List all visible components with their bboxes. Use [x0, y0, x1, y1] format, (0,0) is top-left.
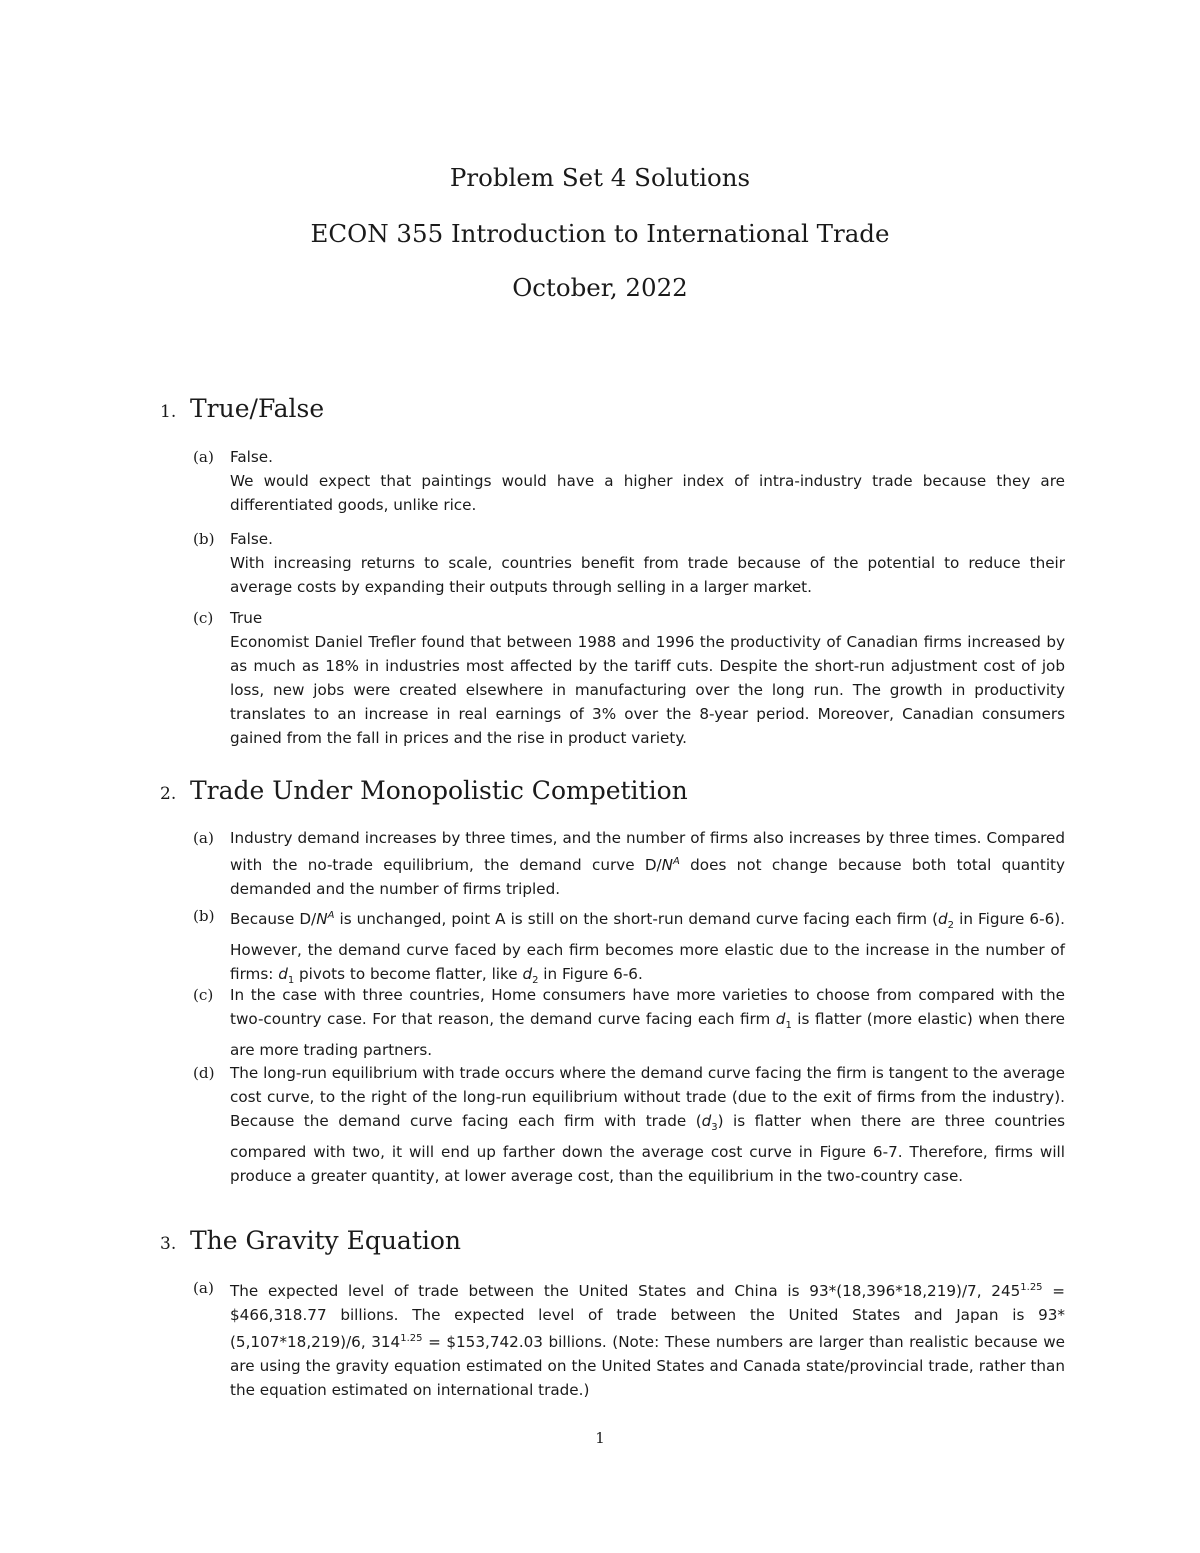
document-date: October, 2022: [512, 273, 688, 302]
list-item-1a: [193, 445, 1065, 517]
item-label: (b): [193, 530, 215, 548]
item-text: Economist Daniel Trefler found that between 1988 and 1996 the productivity of Canadian firms increased by as much as 18% in industries most affected by the tariff cuts. Despite the short-run adjustment cost of job loss, new jobs were created elsewhere in manufacturing over the long run. The growth in productivity translates to an increase in real earnings of 3% over the 8-year period. Moreover, Canadian consumers gained from the fall in prices and the rise in product variety.: [230, 633, 1065, 747]
section-title: The Gravity Equation: [190, 1226, 462, 1255]
item-text: The long-run equilibrium with trade occurs where the demand curve facing the firm is tangent to the average cost curve, to the right of the long-run equilibrium without trade (due to the exit of firms from the industry). Because the demand curve facing each firm with trade $(d_3)$ is flatter when there are three countries compared with two, it will end up farther down the average cost curve in Figure 6-7. Therefore, firms will produce a greater quantity, at lower average cost, than the equilibrium in the two-country case.: [230, 1064, 1065, 1186]
list-item-3a: [193, 1276, 1065, 1402]
section-number: 3.: [160, 1234, 177, 1254]
list-item-2a: [193, 826, 1065, 901]
section-number: 2.: [160, 784, 177, 804]
item-text: The expected level of trade between the United States and China is 93*(18,396*18,219)/7, $245^{1.25}$ = $466,318.77 billions. The expected level of trade between the United States and Japan is 93*(5,107*18,219)/6, $314^{1.25}$ = $153,742.03 billions. (Note: These numbers are larger than realistic because we are using the gravity equation estimated on the United States and Canada state/provincial trade, rather than the equation estimated on international trade.): [230, 1282, 1066, 1400]
item-label: (a): [193, 448, 214, 466]
item-answer: True: [230, 609, 263, 627]
item-text: With increasing returns to scale, countries benefit from trade because of the potential to reduce their average costs by expanding their outputs through selling in a larger market.: [230, 554, 1065, 596]
section-title: True/False: [190, 394, 325, 423]
item-text: Because $D/N^A$ is unchanged, point A is still on the short-run demand curve facing each firm ($d_2$ in Figure 6-6). However, the demand curve faced by each firm becomes more elastic due to the increase in the number of firms: $d_1$ pivots to become flatter, like $d_2$ in Figure 6-6.: [230, 910, 1065, 987]
section-heading-monopolistic-competition: [160, 775, 688, 810]
list-item-2d: [193, 1061, 1065, 1188]
item-text: In the case with three countries, Home consumers have more varieties to choose from compared with the two-country case. For that reason, the demand curve facing each firm $d_1$ is flatter (more elastic) when there are more trading partners.: [230, 986, 1065, 1060]
item-label: (d): [193, 1064, 215, 1082]
list-item-1c: [193, 606, 1065, 750]
item-label: (c): [193, 609, 214, 627]
section-number: 1.: [160, 402, 177, 422]
item-answer: False.: [230, 530, 273, 548]
list-item-1b: [193, 527, 1065, 599]
item-label: (b): [193, 907, 215, 925]
section-heading-gravity-equation: [160, 1225, 461, 1260]
document-title: Problem Set 4 Solutions: [449, 163, 751, 192]
list-item-2c: [193, 983, 1065, 1062]
item-label: (a): [193, 829, 214, 847]
course-name: ECON 355 Introduction to International Trade: [310, 219, 890, 248]
item-text: We would expect that paintings would have a higher index of intra-industry trade because they are differentiated goods, unlike rice.: [230, 472, 1065, 514]
page-number: 1: [595, 1429, 605, 1447]
list-item-2b: [193, 904, 1065, 993]
section-heading-true-false: [160, 393, 324, 428]
item-text: Industry demand increases by three times, and the number of firms also increases by three times. Compared with the no-trade equilibrium, the demand curve $D/N^A$ does not change because both total quantity demanded and the number of firms tripled.: [230, 829, 1065, 899]
item-answer: False.: [230, 448, 273, 466]
section-title: Trade Under Monopolistic Competition: [190, 776, 688, 805]
item-label: (a): [193, 1279, 214, 1297]
item-label: (c): [193, 986, 214, 1004]
